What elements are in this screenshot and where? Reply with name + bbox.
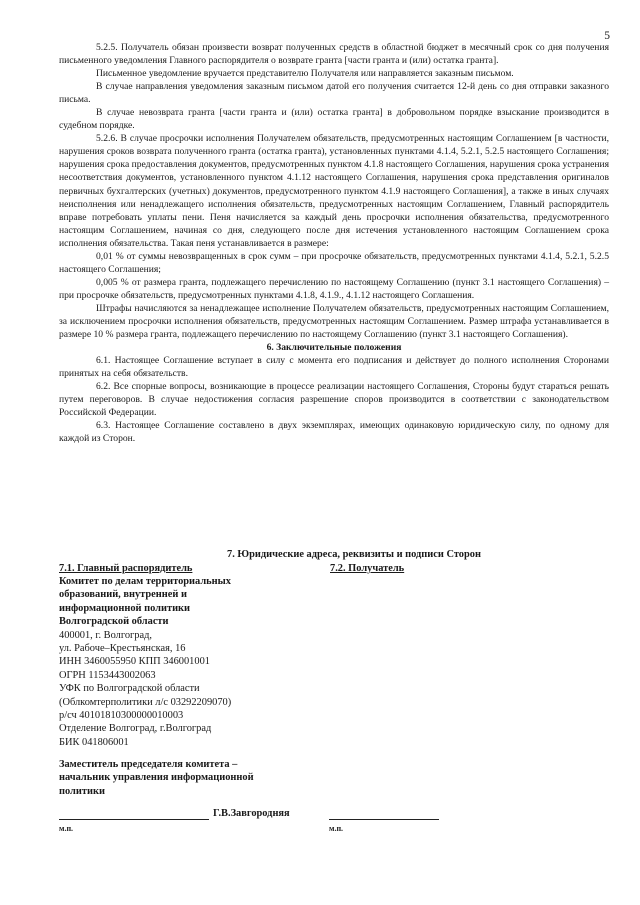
signer-title-line: начальник управления информационной (59, 772, 254, 784)
paragraph-6-2: 6.2. Все спорные вопросы, возникающие в процессе реализации настоящего Соглашения, Стороны будут стараться решать путем переговоров. В случае недостижения согласия разрешение споров производится в соответствии с законодательством Российской Федерации. (59, 381, 609, 419)
grantor-name-line: образований, внутренней и (59, 589, 187, 601)
recipient-title: 7.2. Получатель (330, 562, 405, 574)
signatures-header (59, 548, 609, 576)
recipient-stamp-label: м.п. (329, 824, 344, 833)
signer-title-line: Заместитель председателя комитета – (59, 759, 238, 770)
paragraph-5-2-5: 5.2.5. Получатель обязан произвести возврат полученных средств в областной бюджет в месячный срок со дня получения письменного уведомления Главного распорядителя о возврате гранта [части гранта и (или) остатка гранта]. (59, 42, 609, 67)
grantor-bik: БИК 041806001 (59, 736, 129, 748)
grantor-stamp-label: м.п. (59, 824, 74, 833)
paragraph-5-2-6: 5.2.6. В случае просрочки исполнения Получателем обязательств, предусмотренных настоящим Соглашением [в частности, нарушения сроков возврата полученного гранта (остатка гранта), установленных пунктами 4.1.4, 5.2.1, 5.2.5 настоящего Соглашения; нарушения срока предоставления документов, предусмотренных пунктом 4.1.8 настоящего Соглашения, нарушения срока устранения несоответствия документов, установленного пунктом 4.1.12 настоящего Соглашения, нарушения срока представления оригиналов первичных бухгалтерских (учетных) документов, предусмотренного пунктом 4.1.9 настоящего Соглашения], а также в иных случаях неисполнения или ненадлежащего исполнения обязательств, предусмотренных настоящим Соглашением, Главный распорядитель вправе потребовать уплаты пени. Пеня начисляется за каждый день просрочки исполнения обязательства, предусмотренного настоящим Соглашением, начиная со дня, следующего после дня истечения установленного настоящим Соглашением срока исполнения обязательства. Такая пеня устанавливается в размере: (59, 133, 610, 249)
signer-title (59, 758, 319, 798)
grantor-title: 7.1. Главный распорядитель (59, 562, 193, 574)
grantor-settlement-account: р/сч 40101810300000010003 (59, 710, 184, 722)
grantor-name-line: информационной политики (59, 602, 191, 614)
grantor-name-line: Комитет по делам территориальных (59, 576, 231, 587)
paragraph-6-3: 6.3. Настоящее Соглашение составлено в двух экземплярах, имеющих одинаковую юридическую силу, по одному для каждой из Сторон. (59, 420, 609, 445)
page-number: 5 (604, 30, 610, 42)
section-7-heading: 7. Юридические адреса, реквизиты и подписи Сторон (227, 549, 481, 560)
grantor-inn-kpp: ИНН 3460055950 КПП 346001001 (59, 656, 210, 668)
grantor-name (59, 575, 319, 629)
paragraph-penalty-rate-2: 0,005 % от размера гранта, подлежащего перечислению по настоящему Соглашению (пункт 3.1 настоящего Соглашения) – при просрочке обязательств, предусмотренных пунктами 4.1.8, 4.1.9., 4.1.12 настоящего Соглашения. (59, 276, 609, 301)
grantor-details (59, 629, 319, 750)
grantor-name-line: Волгоградской области (59, 616, 169, 628)
grantor-address-street: ул. Рабоче–Крестьянская, 16 (59, 643, 186, 655)
grantor-ogrn: ОГРН 1153443002063 (59, 669, 156, 681)
signer-title-line: политики (59, 785, 105, 797)
grantor-ufk: УФК по Волгоградской области (59, 683, 200, 695)
grantor-requisites (59, 575, 319, 749)
paragraph-court-recovery: В случае невозврата гранта [части гранта и (или) остатка гранта] в добровольном порядке взыскание производится в судебном порядке. (59, 107, 609, 132)
party-titles (59, 562, 609, 576)
grantor-bank-branch: Отделение Волгоград, г.Волгоград (59, 723, 212, 735)
agreement-body (59, 41, 609, 445)
recipient-signature-line (329, 819, 439, 820)
signer-name: Г.В.Завгородняя (213, 808, 290, 819)
grantor-personal-account: (Облкомтерполитики л/с 03292209070) (59, 696, 232, 708)
paragraph-notice-delivery: Письменное уведомление вручается представителю Получателя или направляется заказным письмом. (96, 68, 514, 80)
paragraph-6-1: 6.1. Настоящее Соглашение вступает в силу с момента его подписания и действует до полного исполнения Сторонами принятых на себя обязательств. (59, 355, 609, 380)
paragraph-fines: Штрафы начисляются за ненадлежащее исполнение Получателем обязательств, предусмотренных настоящим Соглашением, за исключением просрочки исполнения обязательств, предусмотренных настоящим Соглашением. Размер штрафа устанавливается в размере 10 % размера гранта, подлежащего перечислению по настоящему Соглашению (пункт 3.1 настоящего Соглашения). (59, 302, 609, 341)
paragraph-registered-mail: В случае направления уведомления заказным письмом датой его получения считается 12-й день со дня отправки заказного письма. (59, 81, 609, 106)
grantor-signature-line (59, 819, 209, 820)
paragraph-penalty-rate-1: 0,01 % от суммы невозвращенных в срок сумм – при просрочке обязательств, предусмотренных пунктами 4.1.4, 5.2.1, 5.2.5 настоящего Соглашения; (59, 250, 609, 275)
grantor-address-city: 400001, г. Волгоград, (59, 629, 152, 641)
section-6-heading: 6. Заключительные положения (266, 342, 402, 354)
